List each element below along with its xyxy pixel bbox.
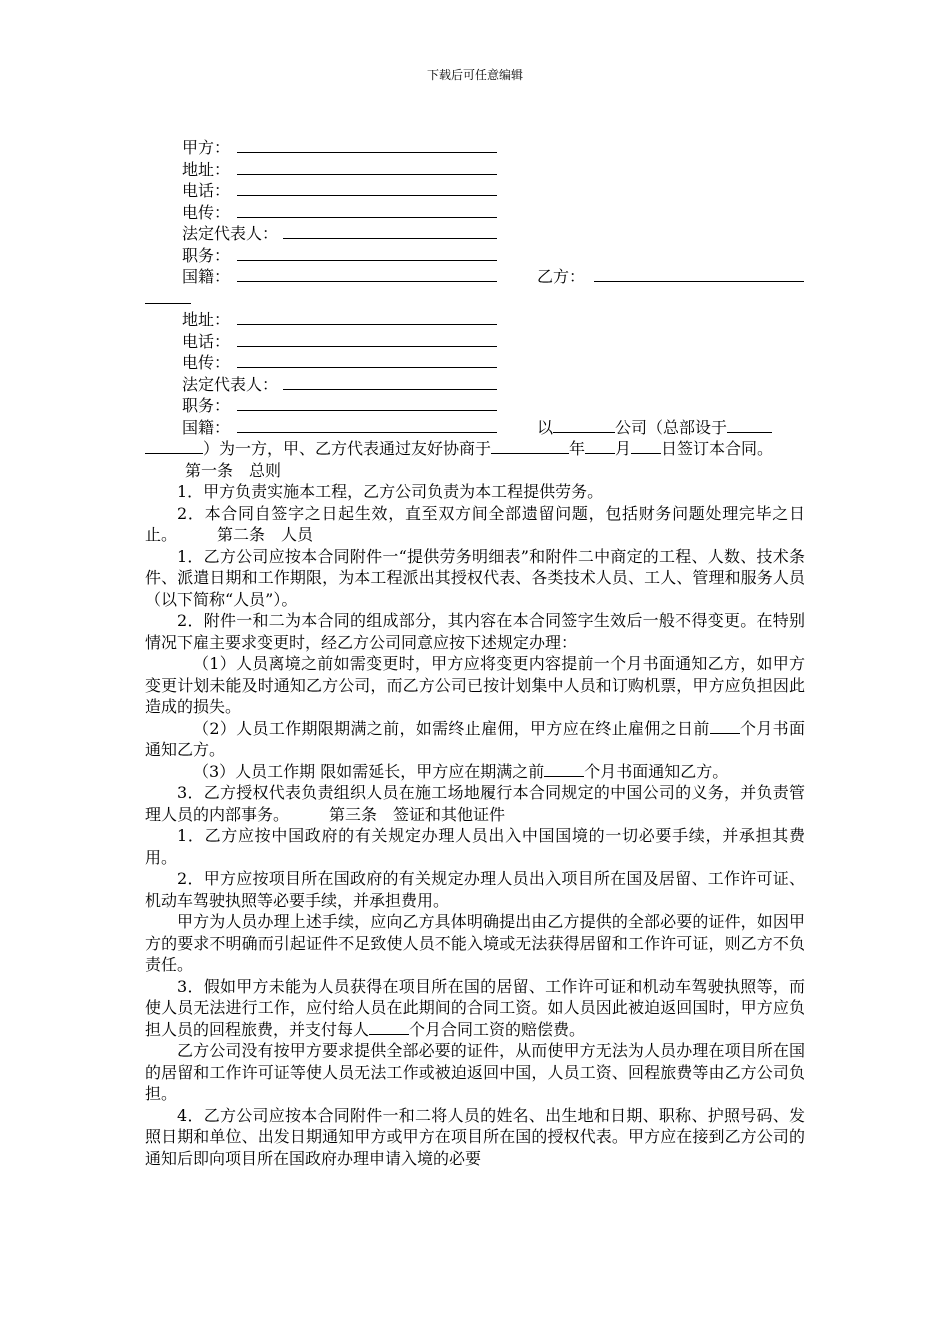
article-1-clause-1: 1．甲方负责实施本工程，乙方公司负责为本工程提供劳务。 (177, 482, 604, 501)
party-a-nationality-field: 国籍： 乙方： (145, 266, 805, 288)
party-a-address-field: 地址： (145, 159, 805, 181)
party-a-legal-rep-field: 法定代表人： (145, 223, 805, 245)
party-a-title-field: 职务： (145, 245, 805, 267)
article-3-clause-3-note: 乙方公司没有按甲方要求提供全部必要的证件，从而使甲方无法为人员办理在项目所在国的居留和工作许可证等使人员无法工作或被迫返回中国，人员工资、回程旅费等由乙方公司负担。 (145, 1041, 805, 1103)
article-2-clause-2: 2．附件一和二为本合同的组成部分，其内容在本合同签字生效后一般不得变更。在特别情况下雇主要求变更时，经乙方公司同意应按下述规定办理： (145, 611, 805, 652)
page-header: 下载后可任意编辑 (426, 68, 523, 82)
party-a-name-field: 甲方： (145, 137, 805, 159)
party-a-phone-field: 电话： (145, 180, 805, 202)
contract-body (145, 137, 805, 1169)
article-3-clause-2: 2．甲方应按项目所在国政府的有关规定办理人员出入项目所在国及居留、工作许可证、机动车驾驶执照等必要手续，并承担费用。 (145, 869, 805, 910)
party-b-legal-rep-field: 法定代表人： (145, 374, 805, 396)
party-b-line-continuation (145, 288, 805, 310)
article-2-clause-2-item-1: （1）人员离境之前如需变更时，甲方应将变更内容提前一个月书面通知乙方，如甲方变更计划未能及时通知乙方公司，而乙方公司已按计划集中人员和订购机票，甲方应负担因此造成的损失。 (145, 654, 805, 716)
party-b-label: 乙方： (537, 267, 586, 286)
party-a-telex-field: 电传： (145, 202, 805, 224)
party-b-address-field: 地址： (145, 309, 805, 331)
article-3-clause-1: 1．乙方应按中国政府的有关规定办理人员出入中国国境的一切必要手续，并承担其费用。 (145, 826, 805, 867)
party-b-nationality-field: 国籍： 以 公司（总部设于 (145, 417, 805, 439)
preamble-paragraph: ）为一方，甲、乙方代表通过友好协商于 年 月 日签订本合同。第一条 总则 (145, 438, 805, 481)
article-1-clause-2: 2．本合同自签字之日起生效，直至双方间全部遗留问题，包括财务问题处理完毕之日止。 第二条 人员 (145, 503, 805, 544)
article-2-clause-2-item-3: （3）人员工作期 限如需延长，甲方应在期满之前 个月书面通知乙方。 (193, 761, 729, 781)
party-b-title-field: 职务： (145, 395, 805, 417)
article-3-heading: 第三条 签证和其他证件 (329, 804, 506, 824)
article-1-heading: 第一条 总则 (185, 460, 282, 480)
article-2-heading: 第二条 人员 (217, 525, 314, 544)
article-2-clause-1: 1．乙方公司应按本合同附件一“提供劳务明细表”和附件二中商定的工程、人数、技术条件、派遣日期和工作期限，为本工程派出其授权代表、各类技术人员、工人、管理和服务人员（以下简称“人员”）。 (145, 546, 805, 609)
article-2-clause-3: 3．乙方授权代表负责组织人员在施工场地履行本合同规定的中国公司的义务，并负责管理人员的内部事务。 第三条 签证和其他证件 (145, 783, 805, 824)
article-3-clause-4: 4．乙方公司应按本合同附件一和二将人员的姓名、出生地和日期、职称、护照号码、发照日期和单位、出发日期通知甲方或甲方在项目所在国的授权代表。甲方应在接到乙方公司的通知后即向项目所在国政府办理申请入境的必要 (145, 1105, 805, 1168)
article-3-clause-2-note: 甲方为人员办理上述手续，应向乙方具体明确提出由乙方提供的全部必要的证件，如因甲方的要求不明确而引起证件不足致使人员不能入境或无法获得居留和工作许可证，则乙方不负责任。 (145, 912, 805, 974)
article-2-clause-2-item-2: （2）人员工作期限期满之前，如需终止雇佣，甲方应在终止雇佣之日前 个月书面通知乙方。 (145, 718, 805, 759)
party-b-telex-field: 电传： (145, 352, 805, 374)
party-b-phone-field: 电话： (145, 331, 805, 353)
article-3-clause-3: 3．假如甲方未能为人员获得在项目所在国的居留、工作许可证和机动车驾驶执照等，而使人员无法进行工作，应付给人员在此期间的合同工资。如人员因此被迫返回国时，甲方应负担人员的回程旅费，并支付每人 个月合同工资的赔偿费。 (145, 976, 805, 1039)
